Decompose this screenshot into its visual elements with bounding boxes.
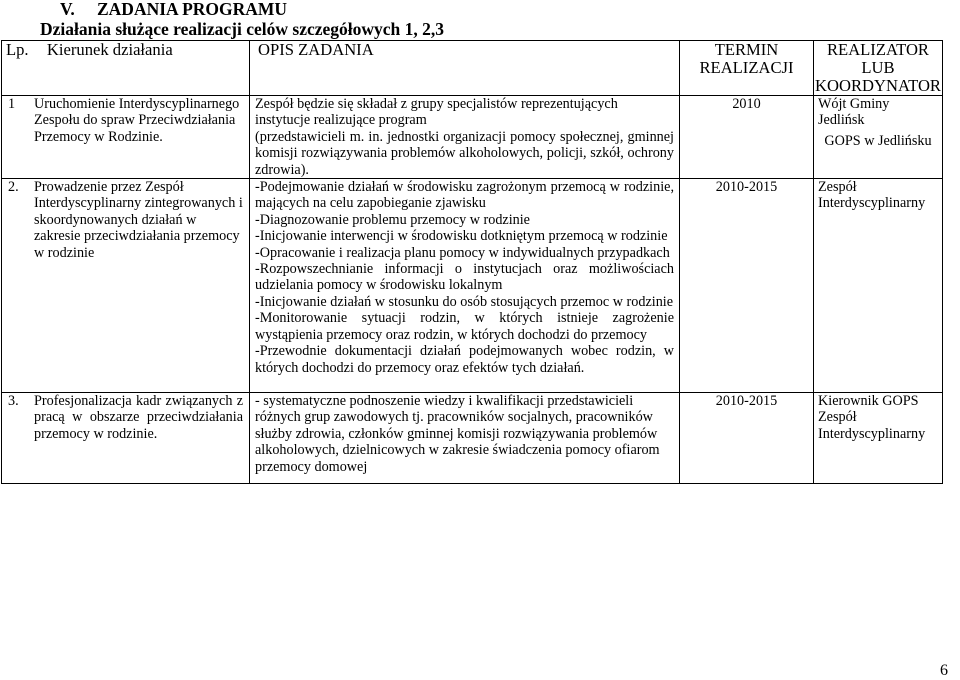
description-line: instytucje realizujące program: [255, 112, 427, 129]
header-lp-direction: [2, 41, 250, 96]
row-1-term: 2010: [680, 96, 814, 179]
description-line: -Rozpowszechnianie informacji o instytucjach oraz możliwościach udzielania pomocy w środowisku lokalnym: [255, 261, 674, 294]
section-subtitle: Działania służące realizacji celów szczegółowych 1, 2,3: [40, 19, 445, 39]
page-number: 6: [940, 662, 948, 679]
description-line: -Inicjowanie działań w stosunku do osób stosujących przemoc w rodzinie: [255, 293, 674, 310]
row-1-description-cell: [250, 96, 680, 179]
row-direction: Prowadzenie przez Zespół Interdyscyplinarny zintegrowanych i skoordynowanych działań w zakresie przeciwdziałania przemocy w rodzinie: [34, 179, 243, 261]
table-row: [2, 393, 943, 484]
description-line: -Przewodnie dokumentacji działań podejmowanych wobec rodzin, w których dochodzi do przemocy oraz efektów tych działań.: [255, 343, 674, 376]
header-direction: Kierunek działania: [46, 40, 173, 59]
row-1-direction-cell: [2, 96, 250, 179]
description-line: Zespół będzie się składał z grupy specjalistów reprezentujących: [255, 96, 618, 112]
header-description: OPIS ZADANIA: [250, 41, 680, 96]
header-executor: REALIZATOR LUB KOORDYNATOR: [815, 40, 941, 95]
row-3-executor-cell: [814, 393, 943, 484]
description-line: różnych grup zawodowych tj. pracowników socjalnych, pracowników: [255, 409, 653, 426]
header-term: TERMIN REALIZACJI: [680, 41, 814, 96]
row-1-executor-cell: [814, 96, 943, 179]
description-line: służby zdrowia, członków gminnej komisji rozwiązywania problemów: [255, 425, 658, 442]
executor-line: GOPS w Jedlińsku: [824, 132, 932, 149]
row-direction: Profesjonalizacja kadr związanych z pracą w obszarze przeciwdziałania przemocy w rodzinie.: [34, 393, 243, 442]
row-3-description-cell: [250, 393, 680, 484]
description-line: przemocy domowej: [255, 458, 368, 475]
executor-line: Wójt Gminy Jedlińsk: [818, 96, 890, 129]
description-line: -Monitorowanie sytuacji rodzin, w których istnieje zagrożenie wystąpienia przemocy oraz rodzin, w których dochodzi do przemocy: [255, 310, 674, 343]
table-row: [2, 96, 943, 179]
executor-line: Kierownik GOPS: [818, 393, 919, 410]
row-direction: Uruchomienie Interdyscyplinarnego Zespołu do spraw Przeciwdziałania Przemocy w Rodzinie.: [34, 96, 240, 145]
row-number: 3.: [8, 393, 19, 410]
section-heading: [60, 0, 287, 19]
description-line: -Opracowanie i realizacja planu pomocy w indywidualnych przypadkach: [255, 244, 670, 261]
executor-line: Zespół: [818, 179, 857, 196]
description-line: alkoholowych, dzielnicowych w zakresie świadczenia pomocy ofiarom: [255, 442, 660, 459]
description-line: -Podejmowanie działań w środowisku zagrożonym przemocą w rodzinie, mających na celu zapobieganie zjawisku: [255, 179, 674, 212]
description-line: -Inicjowanie interwencji w środowisku dotkniętym przemocą w rodzinie: [255, 228, 668, 245]
row-number: 2.: [8, 179, 19, 196]
row-3-term: 2010-2015: [680, 393, 814, 484]
description-line: (przedstawicieli m. in. jednostki organizacji pomocy społecznej, gminnej komisji rozwiązywania problemów alkoholowych, policji, szkół, ochrony zdrowia).: [255, 128, 674, 178]
section-title: ZADANIA PROGRAMU: [97, 0, 288, 19]
row-3-direction-cell: [2, 393, 250, 484]
table-header-row: [2, 41, 943, 96]
row-number: 1: [8, 96, 16, 112]
executor-line: Zespół: [818, 409, 857, 426]
header-lp: Lp.: [6, 40, 29, 59]
description-line: -Diagnozowanie problemu przemocy w rodzinie: [255, 211, 530, 228]
row-2-executor-cell: [814, 179, 943, 393]
row-2-description-cell: [250, 179, 680, 393]
description-line: - systematyczne podnoszenie wiedzy i kwalifikacji przedstawicieli: [255, 393, 634, 410]
executor-line: Interdyscyplinarny: [818, 425, 926, 442]
section-number: V.: [60, 0, 75, 19]
row-2-term: 2010-2015: [680, 179, 814, 393]
row-2-direction-cell: [2, 179, 250, 393]
tasks-table: [1, 40, 943, 484]
executor-line: Interdyscyplinarny: [818, 195, 926, 212]
table-row: [2, 179, 943, 393]
